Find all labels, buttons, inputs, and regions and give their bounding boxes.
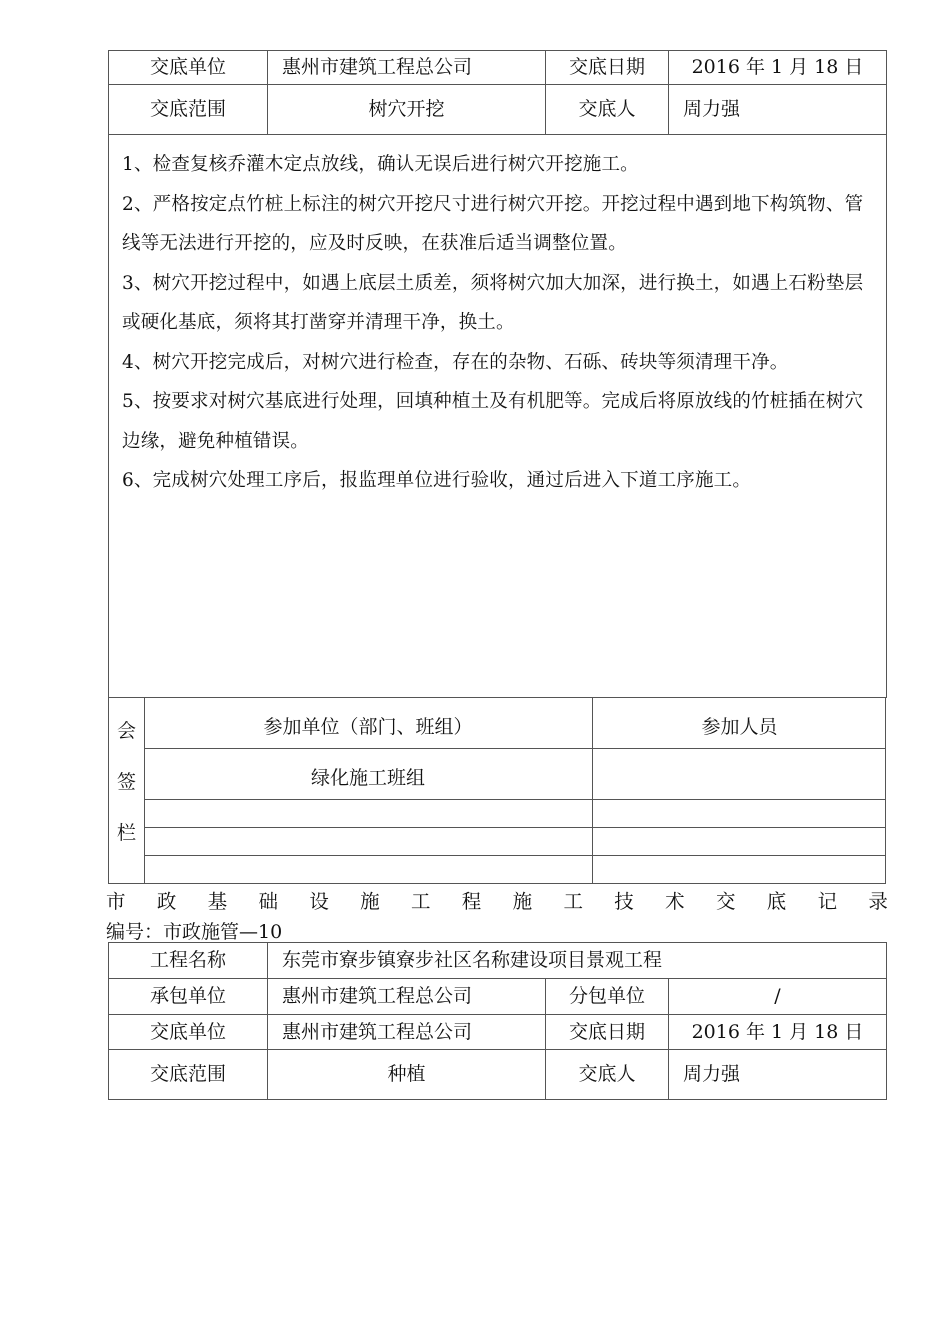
page-title — [106, 886, 888, 914]
project-name-value: 东莞市寮步镇寮步社区名称建设项目景观工程 — [268, 943, 887, 979]
signoff-section — [108, 697, 886, 884]
label-disclosure-scope-2: 交底范围 — [109, 1050, 268, 1100]
page-title-char: 交 — [715, 890, 736, 913]
content-item-1: 1、检查复核乔灌木定点放线，确认无误后进行树穴开挖施工。 — [122, 154, 639, 175]
page-title-char: 记 — [817, 890, 838, 913]
signoff-row-line — [144, 799, 885, 800]
label-disclosure-person-2: 交底人 — [546, 1050, 669, 1100]
page-title-char: 基 — [207, 890, 228, 913]
disclosure-unit-value-2: 惠州市建筑工程总公司 — [268, 1015, 546, 1050]
label-disclosure-date: 交底日期 — [546, 51, 669, 85]
label-disclosure-scope: 交底范围 — [109, 85, 268, 135]
disclosure-content — [109, 135, 887, 698]
signoff-side-label — [109, 697, 145, 883]
page-title-char: 础 — [258, 890, 278, 913]
page-title-char: 施 — [360, 890, 380, 913]
page-title-char: 施 — [512, 890, 533, 913]
page-title-char: 程 — [461, 890, 482, 913]
label-contractor: 承包单位 — [109, 979, 268, 1015]
label-subcontractor: 分包单位 — [546, 979, 669, 1015]
disclosure-date-value: 2016 年 1 月 18 日 — [669, 51, 887, 85]
contractor-value: 惠州市建筑工程总公司 — [268, 979, 546, 1015]
disclosure-date-value-2: 2016 年 1 月 18 日 — [669, 1015, 887, 1050]
signoff-header-unit: 参加单位（部门、班组） — [263, 716, 473, 738]
signoff-row-line — [144, 748, 885, 749]
content-item-4: 4、树穴开挖完成后，对树穴进行检查，存在的杂物、石砾、砖块等须清理干净。 — [122, 351, 789, 373]
content-item-2: 2、严格按定点竹桩上标注的树穴开挖尺寸进行树穴开挖。开挖过程中遇到地下构筑物、管线等无法进行开挖的，应及时反映，在获准后适当调整位置。 — [122, 193, 864, 254]
signoff-char-3: 栏 — [116, 822, 136, 844]
signoff-char-2: 签 — [116, 771, 136, 793]
label-project-name: 工程名称 — [109, 943, 268, 979]
label-disclosure-unit: 交底单位 — [109, 51, 268, 85]
page-title-char: 术 — [665, 890, 685, 913]
page-title-char: 技 — [614, 890, 634, 913]
label-disclosure-date-2: 交底日期 — [546, 1015, 669, 1050]
page-title-char: 录 — [868, 890, 888, 913]
content-item-6: 6、完成树穴处理工序后，报监理单位进行验收，通过后进入下道工序施工。 — [122, 470, 752, 491]
page-title-char: 市 — [106, 890, 126, 913]
document-number: 编号：市政施管—10 — [106, 921, 283, 943]
disclosure-scope-value: 树穴开挖 — [268, 85, 546, 135]
label-disclosure-unit-2: 交底单位 — [109, 1015, 268, 1050]
disclosure-person-value-2: 周力强 — [669, 1050, 887, 1100]
label-disclosure-person: 交底人 — [546, 85, 669, 135]
signoff-unit-value: 绿化施工班组 — [310, 767, 425, 789]
signoff-row-line — [144, 827, 885, 828]
page-title-char: 政 — [156, 890, 177, 913]
content-item-3: 3、树穴开挖过程中，如遇上底层土质差，须将树穴加大加深，进行换土，如遇上石粉垫层或硬化基底，须将其打凿穿并清理干净，换土。 — [122, 272, 864, 333]
page-title-char: 设 — [309, 890, 329, 913]
disclosure-unit-value: 惠州市建筑工程总公司 — [268, 51, 546, 85]
signoff-char-1: 会 — [116, 720, 136, 742]
signoff-header-people: 参加人员 — [701, 716, 778, 738]
page-title-char: 底 — [766, 890, 787, 913]
subcontractor-value: / — [669, 979, 887, 1015]
page-title-char: 工 — [563, 890, 583, 913]
disclosure-table-2 — [108, 942, 887, 1100]
disclosure-person-value: 周力强 — [669, 85, 887, 135]
disclosure-scope-value-2: 种植 — [268, 1050, 546, 1100]
page-title-char: 工 — [410, 890, 431, 913]
content-item-5: 5、按要求对树穴基底进行处理，回填种植土及有机肥等。完成后将原放线的竹桩插在树穴边缘，避免种植错误。 — [122, 391, 864, 452]
disclosure-table-1 — [108, 50, 887, 698]
signoff-row-line — [144, 855, 885, 856]
